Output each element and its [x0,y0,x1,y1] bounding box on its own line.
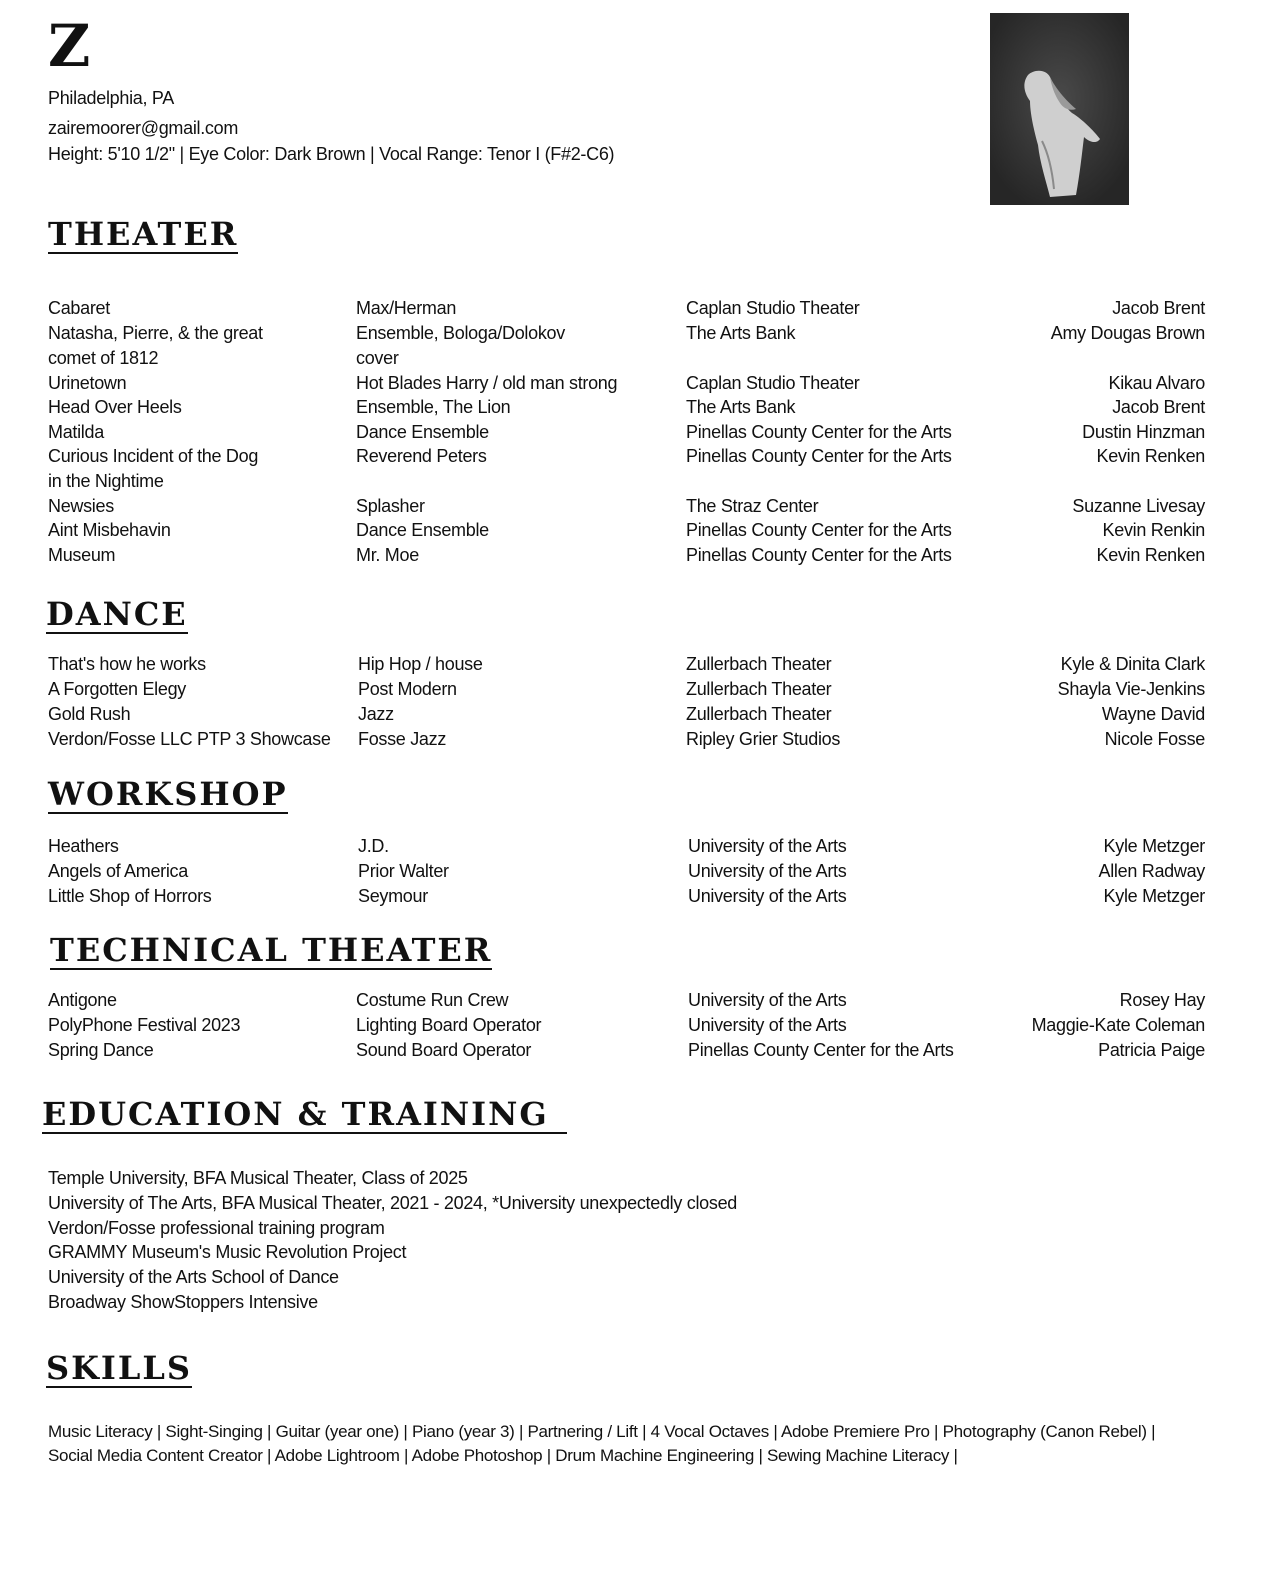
role: Max/Herman [356,298,457,318]
director: Suzanne Livesay [1072,496,1205,516]
table-row [0,518,1275,543]
location-text: Philadelphia, PA [48,88,174,108]
venue: Zullerbach Theater [686,704,832,724]
style: Hip Hop / house [358,654,483,674]
director: Dustin Hinzman [1082,422,1205,442]
venue: University of the Arts [688,836,847,856]
table-row [0,1013,1275,1038]
venue: The Arts Bank [686,323,796,343]
table-row [0,321,1275,346]
headshot-figure-icon [990,13,1129,205]
style: Fosse Jazz [358,729,447,749]
skills-line: Social Media Content Creator | Adobe Lightroom | Adobe Photoshop | Drum Machine Engineering | Sewing Machine Literacy | [48,1446,958,1465]
venue: The Straz Center [686,496,819,516]
production-title: Heathers [48,836,119,856]
role: Mr. Moe [356,545,419,565]
choreographer: Wayne David [1101,704,1205,724]
supervisor: Patricia Paige [1098,1040,1205,1060]
piece-title: Gold Rush [48,704,131,724]
production-title: PolyPhone Festival 2023 [48,1015,241,1035]
role: Dance Ensemble [356,520,489,540]
headshot-photo [990,13,1129,205]
piece-title: That's how he works [48,654,206,674]
choreographer: Shayla Vie-Jenkins [1057,679,1205,699]
director: Jacob Brent [1112,397,1205,417]
list-item: GRAMMY Museum's Music Revolution Project [48,1242,407,1262]
supervisor: Rosey Hay [1119,990,1205,1010]
table-row [0,494,1275,519]
venue: Pinellas County Center for the Arts [686,545,952,565]
position: Sound Board Operator [356,1040,532,1060]
director: Jacob Brent [1112,298,1205,318]
venue: University of the Arts [688,990,847,1010]
venue: The Arts Bank [686,397,796,417]
name-initial: Z [48,12,91,80]
table-row [0,444,1275,469]
skills-line: Music Literacy | Sight-Singing | Guitar (year one) | Piano (year 3) | Partnering / Lift | 4 Vocal Octaves | Adobe Premiere Pro | Photography (Canon Rebel) | [48,1422,1156,1441]
production-title: Museum [48,545,116,565]
list-item: University of The Arts, BFA Musical Theater, 2021 - 2024, *University unexpectedly closed [48,1193,737,1213]
section-heading-skills: SKILLS [46,1349,192,1387]
section-heading-education: EDUCATION & TRAINING [42,1096,567,1134]
table-row [0,395,1275,420]
venue: University of the Arts [688,1015,847,1035]
role: Seymour [358,886,428,906]
table-row [0,988,1275,1013]
role: Prior Walter [358,861,449,881]
table-row [0,677,1275,702]
venue: University of the Arts [688,886,847,906]
venue: Pinellas County Center for the Arts [686,520,952,540]
venue: Zullerbach Theater [686,654,832,674]
venue: Zullerbach Theater [686,679,832,699]
venue: Caplan Studio Theater [686,373,860,393]
piece-title: Verdon/Fosse LLC PTP 3 Showcase [48,729,331,749]
role: Hot Blades Harry / old man strong [356,373,618,393]
table-row [0,727,1275,752]
production-title: Cabaret [48,298,110,318]
physical-details: Height: 5'10 1/2" | Eye Color: Dark Brown | Vocal Range: Tenor I (F#2-C6) [48,144,615,164]
production-title: comet of 1812 [48,348,159,368]
section-heading-theater: THEATER [48,215,239,253]
production-title: Antigone [48,990,117,1010]
director: Kevin Renken [1096,446,1205,466]
table-row [0,346,1275,371]
role: Reverend Peters [356,446,487,466]
production-title: Spring Dance [48,1040,154,1060]
table-row [0,469,1275,494]
table-row [0,543,1275,568]
table-row [0,420,1275,445]
role: Ensemble, The Lion [356,397,511,417]
table-row [0,859,1275,884]
table-row [0,1038,1275,1063]
director: Amy Dougas Brown [1050,323,1205,343]
production-title: Head Over Heels [48,397,182,417]
role: cover [356,348,399,368]
venue: Ripley Grier Studios [686,729,841,749]
director: Kevin Renken [1096,545,1205,565]
list-item: University of the Arts School of Dance [48,1267,339,1287]
table-row [0,834,1275,859]
venue: Caplan Studio Theater [686,298,860,318]
production-title: Urinetown [48,373,127,393]
production-title: Little Shop of Horrors [48,886,212,906]
director: Kevin Renkin [1102,520,1205,540]
director: Kyle Metzger [1103,886,1205,906]
production-title: Aint Misbehavin [48,520,171,540]
production-title: Angels of America [48,861,188,881]
style: Jazz [358,704,394,724]
table-row [0,371,1275,396]
production-title: Natasha, Pierre, & the great [48,323,263,343]
style: Post Modern [358,679,457,699]
choreographer: Nicole Fosse [1104,729,1205,749]
position: Lighting Board Operator [356,1015,542,1035]
role: Ensemble, Bologa/Dolokov [356,323,565,343]
table-row [0,652,1275,677]
production-title: Matilda [48,422,104,442]
table-row [0,296,1275,321]
role: J.D. [358,836,389,856]
role: Dance Ensemble [356,422,489,442]
section-heading-workshop: WORKSHOP [48,775,288,813]
supervisor: Maggie-Kate Coleman [1031,1015,1205,1035]
venue: Pinellas County Center for the Arts [686,446,952,466]
list-item: Verdon/Fosse professional training program [48,1218,385,1238]
venue: Pinellas County Center for the Arts [688,1040,954,1060]
table-row [0,702,1275,727]
section-heading-dance: DANCE [46,595,188,633]
email-link[interactable]: zairemoorer@gmail.com [48,118,239,138]
position: Costume Run Crew [356,990,509,1010]
table-row [0,884,1275,909]
production-title: Curious Incident of the Dog [48,446,259,466]
list-item: Broadway ShowStoppers Intensive [48,1292,318,1312]
production-title: in the Nightime [48,471,164,491]
director: Kikau Alvaro [1108,373,1205,393]
role: Splasher [356,496,425,516]
piece-title: A Forgotten Elegy [48,679,186,699]
section-heading-technical-theater: TECHNICAL THEATER [50,931,493,969]
choreographer: Kyle & Dinita Clark [1060,654,1205,674]
director: Kyle Metzger [1103,836,1205,856]
director: Allen Radway [1098,861,1205,881]
venue: Pinellas County Center for the Arts [686,422,952,442]
production-title: Newsies [48,496,114,516]
venue: University of the Arts [688,861,847,881]
list-item: Temple University, BFA Musical Theater, Class of 2025 [48,1168,468,1188]
